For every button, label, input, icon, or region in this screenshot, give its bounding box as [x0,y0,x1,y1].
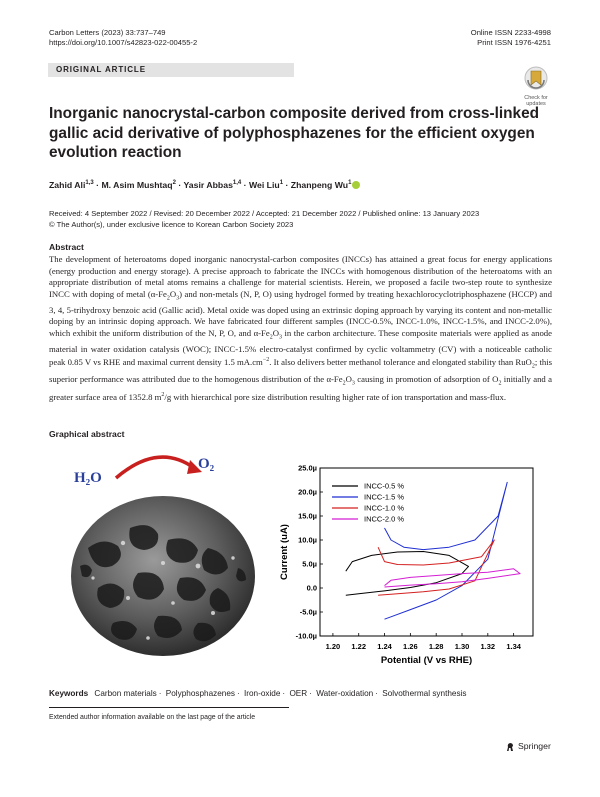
keyword-item[interactable]: Polyphosphazenes [165,689,235,698]
keyword-item[interactable]: Iron-oxide [244,689,281,698]
article-title: Inorganic nanocrystal-carbon composite derived from cross-linked gallic acid derivative of polyphosphazenes for the efficient oxygen evolution reaction [49,105,540,161]
x-tick-label: 1.20 [325,642,341,651]
keyword-item[interactable]: OER [289,689,308,698]
journal-citation: Carbon Letters (2023) 33:737–749 [49,28,166,37]
y-tick-label: 20.0µ [298,487,317,497]
publisher-logo[interactable] [505,741,551,752]
online-issn: Online ISSN 2233-4998 [470,28,551,37]
legend-label: INCC-0.5 % [364,481,405,491]
x-tick-label: 1.34 [506,642,521,651]
y-tick-label: 10.0µ [298,535,317,545]
footnote-text: Extended author information available on the last page of the article [49,714,256,721]
x-tick-label: 1.26 [403,642,418,651]
author-affiliation: 2 [172,180,176,186]
o2-label: O₂ [198,456,215,472]
y-axis-label: Current (uA) [279,524,290,580]
keywords-line: Keywords Carbon materials · Polyphosphazenes · Iron-oxide · OER · Water-oxidation · Solvothermal synthesis [49,689,467,698]
y-tick-label: 5.0µ [302,559,317,569]
author-affiliation: 1,3 [85,180,94,186]
footnote-divider [49,707,289,708]
y-tick-label: 0.0 [306,583,317,593]
y-tick-label: 15.0µ [298,511,317,521]
author-name[interactable]: Zhanpeng Wu [290,179,349,190]
x-tick-label: 1.30 [454,642,470,651]
graphical-abstract-heading: Graphical abstract [49,429,125,439]
x-tick-label: 1.28 [428,642,444,651]
author-name[interactable]: Yasir Abbas [183,179,233,190]
graphical-abstract-illustration [68,448,258,658]
legend-label: INCC-1.5 % [364,492,405,502]
keyword-item[interactable]: Water-oxidation [316,689,374,698]
author-name[interactable]: Zahid Ali [49,179,86,190]
author-affiliation: 1,4 [232,180,242,186]
reaction-arrow [116,457,194,478]
publication-history [49,209,569,230]
y-tick-label: -5.0µ [299,607,317,617]
keyword-item[interactable]: Carbon materials [94,689,157,698]
publisher-name: Springer [518,741,551,751]
abstract-heading: Abstract [49,242,84,252]
check-for-updates-badge[interactable] [519,66,553,107]
x-tick-label: 1.24 [377,642,392,651]
author-list: Zahid Ali$^{1,3}$ · M. Asim Mushtaq$^2$ · Yasir Abbas$^{1,4}$ · Wei Liu$^1$ · Zhanpeng Wu$^1$ [49,178,549,191]
keyword-item[interactable]: Solvothermal synthesis [382,689,467,698]
abstract-text: The development of heteroatoms doped inorganic nanocrystal-carbon composites (INCCs) has attained a great focus for energy applications (energy production and energy storage). A precise approach to fabricate the INCCs with homogenous distribution of the heteroatoms with an appropriate distribution of metal atoms remains a challenge for material scientists. Herein, we proposed a facile two-step route to synthesize INCC with doping of metal $(\alpha-Fe_2O_3)$ and non-metals (N, P, O) using hydrogel formed by treating hexachlorocyclotriphosphazene (HCCP) and 3, 4, 5-trihydroxy benzoic acid (Gallic acid). Metal oxide was doped using an extrinsic doping approach by varying its content and non-metallic doping by an intrinsic doping approach. We have fabricated four different samples (INCC-0.5%, INCC-1.0%, INCC-1.5%, and INCC-2.0%), which exhibit the uniform distribution of the N, P, O, and $\alpha-Fe_2O_3$ in the carbon architecture. These composite materials were applied as anode material in water oxidation catalysis (WOC); INCC-1.5% electro-catalyst confirmed by cyclic voltammetry (CV) with a noticeable catholic peak 0.85 V vs RHE and maximal current density 1.5 $mA.cm^{-2}$. It also delivers better methanol tolerance and elongated stability than RuO$_2$; this superior performance was attributed due to the homogenous distribution of the $\alpha-Fe_2O_3$ causing in promotion of adsorption of $O_2$ initially and a greater surface area of 1352.8 $m^2/g$ with hierarchical pore size distribution resulting higher rate of ion transportation and mass-flux. [49,254,552,402]
y-tick-label: -10.0µ [295,631,317,641]
springer-horse-icon [505,742,515,752]
cv-chart [275,458,543,670]
legend-label: INCC-1.0 % [364,503,405,513]
article-type-banner: ORIGINAL ARTICLE [48,63,294,77]
legend-label: INCC-2.0 % [364,514,405,524]
print-issn: Print ISSN 1976-4251 [477,38,551,47]
orcid-icon[interactable] [352,181,360,189]
bookmark-icon [519,66,553,90]
received-dates: Received: 4 September 2022 / Revised: 20 December 2022 / Accepted: 21 December 2022 / Published online: 13 January 2023 [49,209,480,218]
badge-line2: updates [526,101,546,107]
series-line [385,569,521,587]
h2o-label: H₂O [74,470,102,486]
y-tick-label: 25.0µ [298,463,317,473]
doi-link[interactable]: https://doi.org/10.1007/s42823-022-00455-2 [49,38,198,47]
copyright-notice: © The Author(s), under exclusive licence to Korean Carbon Society 2023 [49,219,294,229]
author-name[interactable]: Wei Liu [248,179,280,190]
author-name[interactable]: M. Asim Mushtaq [101,179,173,190]
keywords-label: Keywords [49,689,89,698]
author-affiliation: 1 [279,180,284,186]
badge-line1: Check for [524,95,548,101]
x-tick-label: 1.32 [480,642,496,651]
x-tick-label: 1.22 [351,642,367,651]
author-affiliation: 1 [348,180,352,186]
x-axis-label: Potential (V vs RHE) [380,655,473,666]
